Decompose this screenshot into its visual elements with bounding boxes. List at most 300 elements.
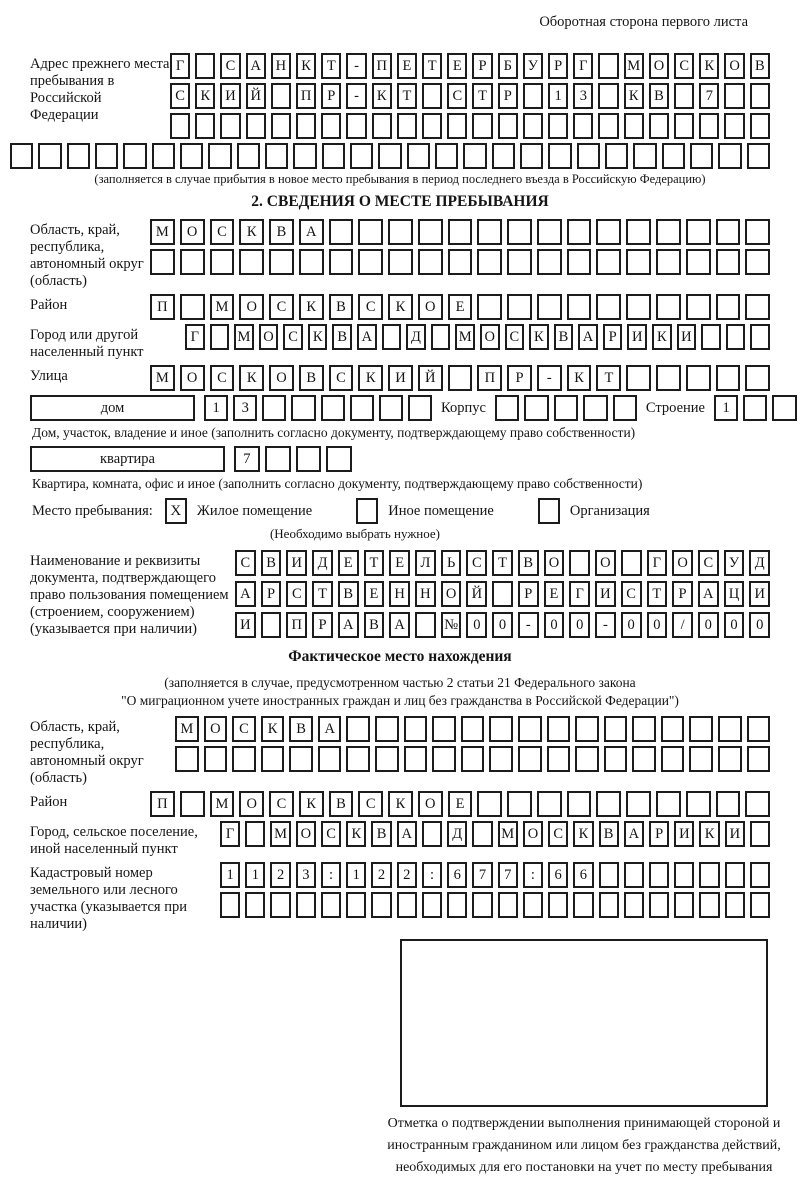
char-cell[interactable]: Е [338, 550, 359, 576]
char-cell[interactable] [716, 219, 741, 245]
char-cell[interactable] [404, 746, 428, 772]
char-cell[interactable]: В [750, 53, 770, 79]
char-cell[interactable]: К [573, 821, 593, 847]
char-cell[interactable]: 3 [233, 395, 257, 421]
char-cell[interactable]: В [299, 365, 324, 391]
char-cell[interactable] [604, 746, 628, 772]
char-cell[interactable] [404, 716, 428, 742]
char-cell[interactable] [626, 294, 651, 320]
char-cell[interactable]: С [220, 53, 240, 79]
char-cell[interactable] [772, 395, 796, 421]
char-cell[interactable] [689, 746, 713, 772]
char-cell[interactable]: К [308, 324, 328, 350]
char-cell[interactable] [674, 113, 694, 139]
char-cell[interactable] [477, 249, 502, 275]
house-type-box[interactable]: дом [30, 395, 195, 421]
char-cell[interactable]: Ь [441, 550, 462, 576]
char-cell[interactable] [507, 791, 532, 817]
char-cell[interactable] [448, 219, 473, 245]
char-cell[interactable]: Д [447, 821, 467, 847]
char-cell[interactable]: К [239, 219, 264, 245]
char-cell[interactable]: В [364, 612, 385, 638]
char-cell[interactable] [569, 550, 590, 576]
char-cell[interactable]: О [269, 365, 294, 391]
char-cell[interactable]: / [672, 612, 693, 638]
char-cell[interactable] [220, 113, 240, 139]
char-cell[interactable] [415, 612, 436, 638]
char-cell[interactable]: Т [364, 550, 385, 576]
char-cell[interactable]: С [235, 550, 256, 576]
char-cell[interactable]: Р [603, 324, 623, 350]
char-cell[interactable]: 3 [296, 862, 316, 888]
char-cell[interactable]: М [210, 294, 235, 320]
char-cell[interactable]: Е [389, 550, 410, 576]
char-cell[interactable]: П [150, 294, 175, 320]
char-cell[interactable]: О [441, 581, 462, 607]
char-cell[interactable] [329, 219, 354, 245]
char-cell[interactable]: Т [312, 581, 333, 607]
char-cell[interactable]: Т [596, 365, 621, 391]
char-cell[interactable]: В [518, 550, 539, 576]
char-cell[interactable] [321, 113, 341, 139]
char-cell[interactable] [520, 143, 543, 169]
char-cell[interactable] [750, 324, 770, 350]
char-cell[interactable] [656, 219, 681, 245]
char-cell[interactable]: В [599, 821, 619, 847]
char-cell[interactable] [674, 892, 694, 918]
char-cell[interactable] [613, 395, 637, 421]
char-cell[interactable]: О [595, 550, 616, 576]
char-cell[interactable] [245, 821, 265, 847]
char-cell[interactable]: А [578, 324, 598, 350]
char-cell[interactable] [577, 143, 600, 169]
char-cell[interactable]: В [332, 324, 352, 350]
char-cell[interactable]: К [358, 365, 383, 391]
char-cell[interactable] [296, 446, 322, 472]
char-cell[interactable]: К [195, 83, 215, 109]
char-cell[interactable] [270, 892, 290, 918]
char-cell[interactable]: Р [518, 581, 539, 607]
char-cell[interactable] [498, 113, 518, 139]
char-cell[interactable] [422, 892, 442, 918]
char-cell[interactable]: У [724, 550, 745, 576]
char-cell[interactable] [573, 892, 593, 918]
char-cell[interactable]: Й [466, 581, 487, 607]
char-cell[interactable] [690, 143, 713, 169]
char-cell[interactable] [726, 324, 746, 350]
char-cell[interactable] [747, 746, 771, 772]
char-cell[interactable] [537, 249, 562, 275]
char-cell[interactable]: О [649, 53, 669, 79]
char-cell[interactable] [448, 249, 473, 275]
char-cell[interactable]: Н [271, 53, 291, 79]
char-cell[interactable] [422, 83, 442, 109]
char-cell[interactable] [537, 219, 562, 245]
char-cell[interactable]: Р [507, 365, 532, 391]
char-cell[interactable]: О [239, 294, 264, 320]
char-cell[interactable]: К [296, 53, 316, 79]
char-cell[interactable]: : [422, 862, 442, 888]
char-cell[interactable] [624, 862, 644, 888]
char-cell[interactable]: Д [749, 550, 770, 576]
char-cell[interactable]: К [567, 365, 592, 391]
checkbox-organization[interactable] [538, 498, 560, 524]
char-cell[interactable] [239, 249, 264, 275]
char-cell[interactable] [10, 143, 33, 169]
char-cell[interactable] [472, 892, 492, 918]
char-cell[interactable] [686, 249, 711, 275]
char-cell[interactable]: М [455, 324, 475, 350]
char-cell[interactable] [408, 395, 432, 421]
char-cell[interactable] [656, 294, 681, 320]
char-cell[interactable]: В [371, 821, 391, 847]
char-cell[interactable]: А [389, 612, 410, 638]
char-cell[interactable]: - [518, 612, 539, 638]
char-cell[interactable] [180, 249, 205, 275]
char-cell[interactable]: С [358, 791, 383, 817]
char-cell[interactable] [699, 892, 719, 918]
char-cell[interactable]: 0 [466, 612, 487, 638]
char-cell[interactable]: О [544, 550, 565, 576]
char-cell[interactable] [507, 249, 532, 275]
char-cell[interactable] [656, 249, 681, 275]
char-cell[interactable]: А [624, 821, 644, 847]
char-cell[interactable] [745, 249, 770, 275]
char-cell[interactable]: М [150, 219, 175, 245]
char-cell[interactable]: Е [364, 581, 385, 607]
char-cell[interactable]: У [523, 53, 543, 79]
char-cell[interactable]: С [447, 83, 467, 109]
char-cell[interactable] [718, 716, 742, 742]
char-cell[interactable]: С [283, 324, 303, 350]
char-cell[interactable]: 7 [472, 862, 492, 888]
char-cell[interactable] [626, 365, 651, 391]
char-cell[interactable] [686, 294, 711, 320]
char-cell[interactable]: И [235, 612, 256, 638]
char-cell[interactable]: Р [312, 612, 333, 638]
char-cell[interactable]: Г [185, 324, 205, 350]
char-cell[interactable]: Р [548, 53, 568, 79]
char-cell[interactable] [567, 791, 592, 817]
char-cell[interactable]: 0 [492, 612, 513, 638]
char-cell[interactable] [379, 395, 403, 421]
char-cell[interactable]: С [286, 581, 307, 607]
char-cell[interactable]: № [441, 612, 462, 638]
char-cell[interactable] [431, 324, 451, 350]
char-cell[interactable]: М [624, 53, 644, 79]
char-cell[interactable]: Е [447, 53, 467, 79]
char-cell[interactable] [689, 716, 713, 742]
char-cell[interactable] [195, 113, 215, 139]
char-cell[interactable]: О [724, 53, 744, 79]
char-cell[interactable] [321, 892, 341, 918]
char-cell[interactable]: С [358, 294, 383, 320]
char-cell[interactable] [716, 249, 741, 275]
char-cell[interactable]: 0 [544, 612, 565, 638]
char-cell[interactable] [547, 716, 571, 742]
char-cell[interactable] [448, 365, 473, 391]
char-cell[interactable] [150, 249, 175, 275]
char-cell[interactable] [649, 892, 669, 918]
checkbox-other-premises[interactable] [356, 498, 378, 524]
char-cell[interactable] [750, 862, 770, 888]
char-cell[interactable]: 1 [346, 862, 366, 888]
char-cell[interactable] [686, 365, 711, 391]
char-cell[interactable]: О [204, 716, 228, 742]
char-cell[interactable]: И [725, 821, 745, 847]
char-cell[interactable] [656, 365, 681, 391]
char-cell[interactable] [567, 249, 592, 275]
char-cell[interactable] [567, 294, 592, 320]
char-cell[interactable] [322, 143, 345, 169]
char-cell[interactable]: С [269, 791, 294, 817]
char-cell[interactable]: О [418, 791, 443, 817]
char-cell[interactable] [598, 53, 618, 79]
char-cell[interactable] [232, 746, 256, 772]
char-cell[interactable]: П [150, 791, 175, 817]
char-cell[interactable] [573, 113, 593, 139]
char-cell[interactable] [518, 746, 542, 772]
char-cell[interactable]: А [299, 219, 324, 245]
char-cell[interactable] [237, 143, 260, 169]
char-cell[interactable] [271, 113, 291, 139]
char-cell[interactable]: М [175, 716, 199, 742]
char-cell[interactable]: 1 [714, 395, 738, 421]
char-cell[interactable]: Т [472, 83, 492, 109]
char-cell[interactable]: С [698, 550, 719, 576]
char-cell[interactable] [537, 294, 562, 320]
char-cell[interactable]: К [299, 791, 324, 817]
char-cell[interactable]: А [397, 821, 417, 847]
char-cell[interactable] [382, 324, 402, 350]
char-cell[interactable] [461, 716, 485, 742]
char-cell[interactable]: С [329, 365, 354, 391]
char-cell[interactable] [750, 821, 770, 847]
char-cell[interactable] [422, 821, 442, 847]
char-cell[interactable] [621, 550, 642, 576]
char-cell[interactable]: П [372, 53, 392, 79]
char-cell[interactable] [371, 892, 391, 918]
char-cell[interactable]: Р [472, 53, 492, 79]
char-cell[interactable] [291, 395, 315, 421]
char-cell[interactable] [397, 892, 417, 918]
char-cell[interactable]: М [210, 791, 235, 817]
char-cell[interactable] [599, 892, 619, 918]
char-cell[interactable]: 7 [699, 83, 719, 109]
char-cell[interactable]: Е [544, 581, 565, 607]
char-cell[interactable] [321, 395, 345, 421]
char-cell[interactable] [346, 746, 370, 772]
char-cell[interactable] [123, 143, 146, 169]
char-cell[interactable] [596, 219, 621, 245]
char-cell[interactable]: 1 [220, 862, 240, 888]
char-cell[interactable] [435, 143, 458, 169]
char-cell[interactable] [477, 294, 502, 320]
char-cell[interactable] [180, 294, 205, 320]
char-cell[interactable] [375, 716, 399, 742]
char-cell[interactable]: Г [573, 53, 593, 79]
char-cell[interactable]: : [523, 862, 543, 888]
char-cell[interactable] [261, 612, 282, 638]
char-cell[interactable]: С [548, 821, 568, 847]
char-cell[interactable]: И [286, 550, 307, 576]
char-cell[interactable]: С [232, 716, 256, 742]
char-cell[interactable] [596, 249, 621, 275]
char-cell[interactable] [507, 219, 532, 245]
char-cell[interactable]: О [523, 821, 543, 847]
char-cell[interactable]: Б [498, 53, 518, 79]
char-cell[interactable] [750, 113, 770, 139]
char-cell[interactable] [472, 821, 492, 847]
char-cell[interactable]: И [595, 581, 616, 607]
char-cell[interactable]: М [270, 821, 290, 847]
char-cell[interactable] [725, 892, 745, 918]
char-cell[interactable]: 0 [569, 612, 590, 638]
char-cell[interactable] [246, 113, 266, 139]
char-cell[interactable]: 0 [724, 612, 745, 638]
char-cell[interactable] [745, 294, 770, 320]
char-cell[interactable]: К [699, 821, 719, 847]
char-cell[interactable] [716, 365, 741, 391]
char-cell[interactable]: Й [418, 365, 443, 391]
char-cell[interactable]: С [505, 324, 525, 350]
char-cell[interactable]: Е [448, 294, 473, 320]
char-cell[interactable] [180, 791, 205, 817]
char-cell[interactable] [598, 113, 618, 139]
char-cell[interactable]: Д [406, 324, 426, 350]
char-cell[interactable] [261, 746, 285, 772]
char-cell[interactable]: О [672, 550, 693, 576]
char-cell[interactable] [661, 716, 685, 742]
char-cell[interactable]: О [296, 821, 316, 847]
char-cell[interactable] [38, 143, 61, 169]
char-cell[interactable] [461, 746, 485, 772]
char-cell[interactable] [750, 892, 770, 918]
char-cell[interactable] [472, 113, 492, 139]
char-cell[interactable] [626, 249, 651, 275]
char-cell[interactable] [548, 113, 568, 139]
char-cell[interactable]: В [554, 324, 574, 350]
char-cell[interactable] [489, 746, 513, 772]
char-cell[interactable] [747, 716, 771, 742]
char-cell[interactable]: 1 [204, 395, 228, 421]
char-cell[interactable]: А [246, 53, 266, 79]
char-cell[interactable]: В [289, 716, 313, 742]
char-cell[interactable] [747, 143, 770, 169]
char-cell[interactable] [372, 113, 392, 139]
char-cell[interactable] [318, 746, 342, 772]
char-cell[interactable] [596, 294, 621, 320]
char-cell[interactable] [432, 746, 456, 772]
char-cell[interactable] [649, 862, 669, 888]
char-cell[interactable]: К [388, 791, 413, 817]
char-cell[interactable] [195, 53, 215, 79]
char-cell[interactable] [326, 446, 352, 472]
char-cell[interactable] [293, 143, 316, 169]
char-cell[interactable]: М [498, 821, 518, 847]
char-cell[interactable] [346, 716, 370, 742]
char-cell[interactable]: 6 [548, 862, 568, 888]
char-cell[interactable] [498, 892, 518, 918]
char-cell[interactable]: С [210, 365, 235, 391]
char-cell[interactable]: 0 [647, 612, 668, 638]
char-cell[interactable] [180, 143, 203, 169]
char-cell[interactable] [523, 892, 543, 918]
char-cell[interactable]: С [170, 83, 190, 109]
char-cell[interactable]: С [466, 550, 487, 576]
char-cell[interactable] [745, 365, 770, 391]
char-cell[interactable] [271, 83, 291, 109]
char-cell[interactable] [518, 716, 542, 742]
char-cell[interactable] [220, 892, 240, 918]
char-cell[interactable] [350, 395, 374, 421]
char-cell[interactable]: С [321, 821, 341, 847]
char-cell[interactable]: О [259, 324, 279, 350]
char-cell[interactable] [567, 219, 592, 245]
char-cell[interactable] [599, 862, 619, 888]
char-cell[interactable]: 6 [447, 862, 467, 888]
char-cell[interactable] [724, 113, 744, 139]
char-cell[interactable] [598, 83, 618, 109]
char-cell[interactable] [407, 143, 430, 169]
char-cell[interactable] [346, 892, 366, 918]
char-cell[interactable]: К [652, 324, 672, 350]
char-cell[interactable] [632, 746, 656, 772]
char-cell[interactable] [524, 395, 548, 421]
char-cell[interactable]: Г [220, 821, 240, 847]
char-cell[interactable]: К [346, 821, 366, 847]
char-cell[interactable]: Г [647, 550, 668, 576]
char-cell[interactable]: И [674, 821, 694, 847]
char-cell[interactable] [397, 113, 417, 139]
char-cell[interactable] [718, 746, 742, 772]
char-cell[interactable]: - [595, 612, 616, 638]
char-cell[interactable] [289, 746, 313, 772]
char-cell[interactable] [624, 113, 644, 139]
char-cell[interactable] [583, 395, 607, 421]
char-cell[interactable]: Р [261, 581, 282, 607]
char-cell[interactable] [375, 746, 399, 772]
char-cell[interactable] [537, 791, 562, 817]
char-cell[interactable]: 2 [270, 862, 290, 888]
char-cell[interactable]: П [477, 365, 502, 391]
char-cell[interactable]: Й [246, 83, 266, 109]
char-cell[interactable] [718, 143, 741, 169]
char-cell[interactable] [523, 83, 543, 109]
char-cell[interactable]: К [372, 83, 392, 109]
char-cell[interactable] [604, 716, 628, 742]
char-cell[interactable]: Н [389, 581, 410, 607]
char-cell[interactable] [346, 113, 366, 139]
char-cell[interactable]: А [338, 612, 359, 638]
char-cell[interactable]: А [357, 324, 377, 350]
char-cell[interactable]: А [318, 716, 342, 742]
char-cell[interactable]: В [261, 550, 282, 576]
char-cell[interactable] [492, 143, 515, 169]
char-cell[interactable] [358, 219, 383, 245]
char-cell[interactable] [152, 143, 175, 169]
char-cell[interactable] [175, 746, 199, 772]
char-cell[interactable]: В [329, 294, 354, 320]
char-cell[interactable]: К [261, 716, 285, 742]
char-cell[interactable]: 7 [234, 446, 260, 472]
char-cell[interactable]: 2 [371, 862, 391, 888]
char-cell[interactable]: - [346, 53, 366, 79]
char-cell[interactable]: Р [498, 83, 518, 109]
char-cell[interactable] [745, 219, 770, 245]
char-cell[interactable]: 3 [573, 83, 593, 109]
char-cell[interactable]: 0 [621, 612, 642, 638]
